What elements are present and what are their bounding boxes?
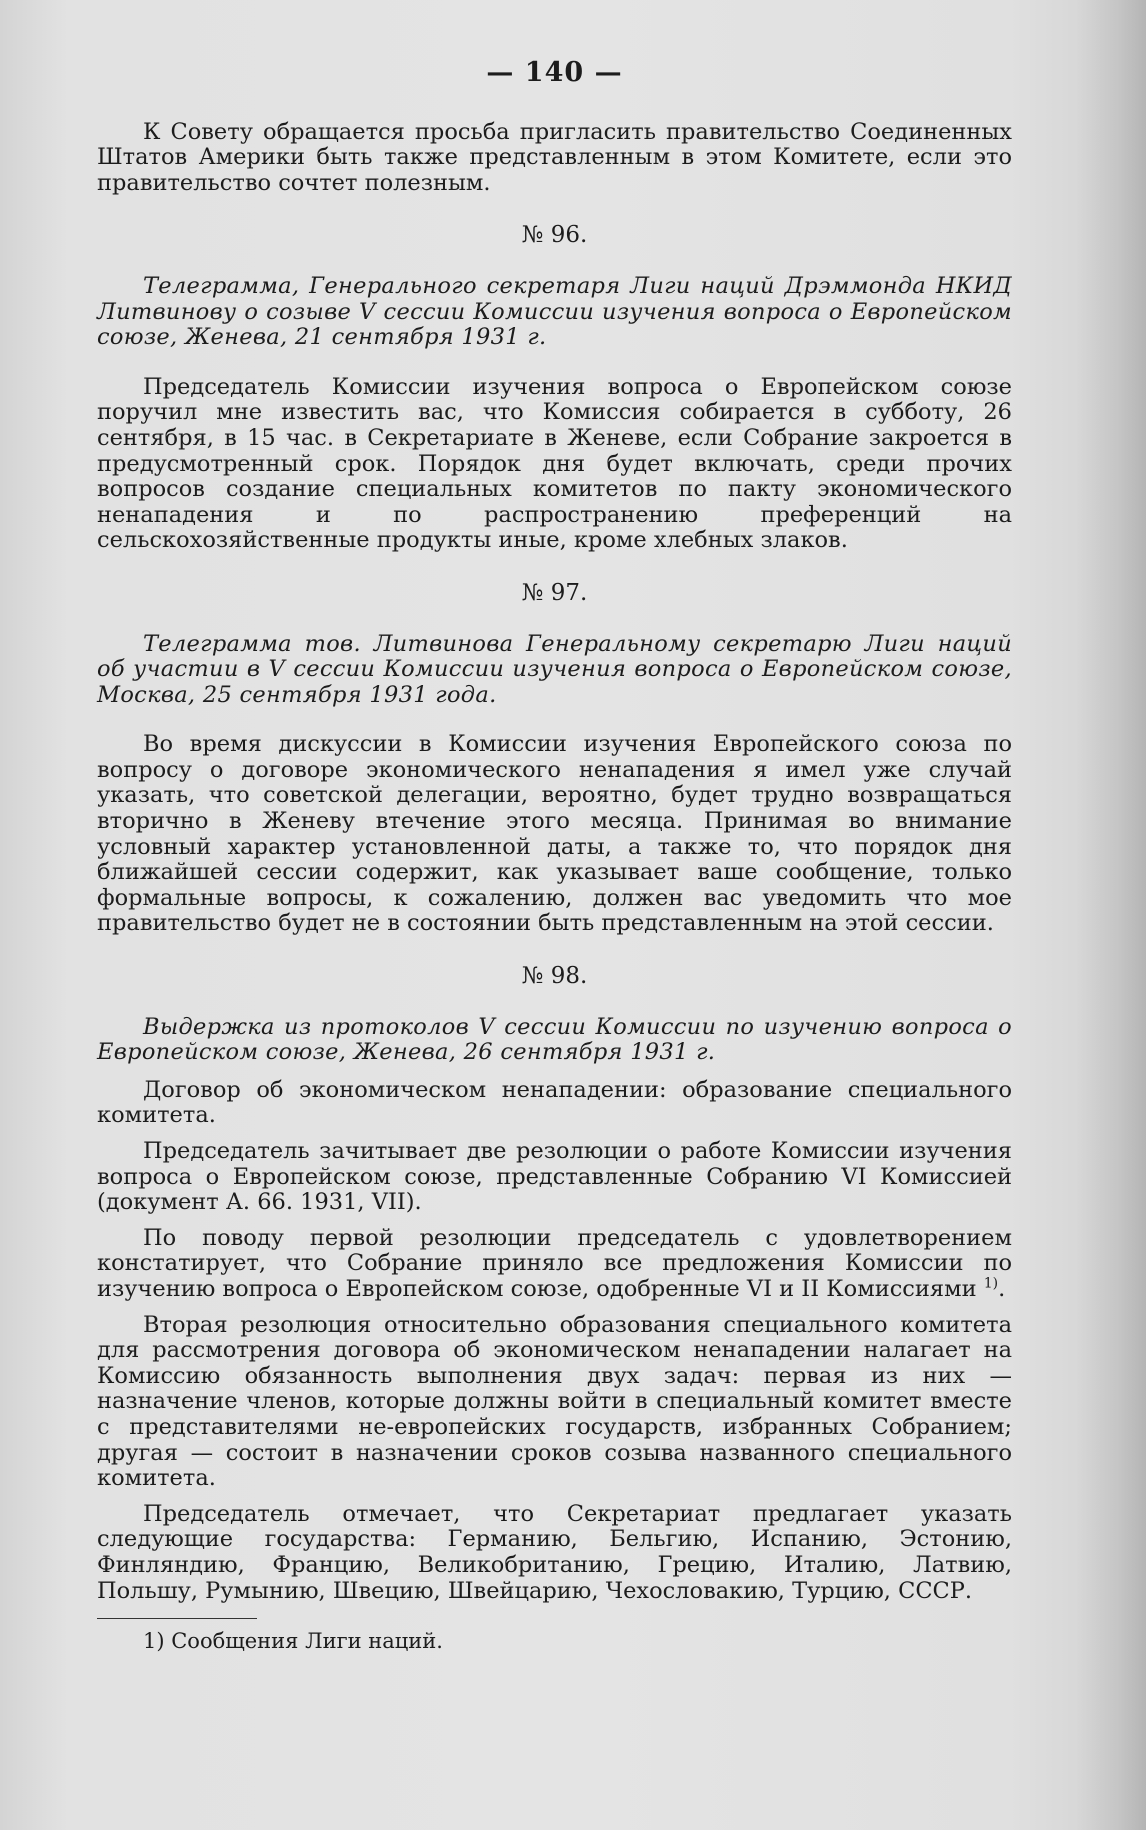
document-98-paragraph-1: Договор об экономическом ненападении: образование специального комитета. bbox=[97, 1076, 1012, 1129]
document-number-98: № 98. bbox=[521, 963, 588, 990]
document-96-paragraph: Председатель Комиссии изучения вопроса о Европейском союзе поручил мне известить вас, что Комиссия собирается в субботу, 26 сентября, в 15 час. в Секретариате в Женеве, если Собрание закроется в предусмотренный срок. Порядок дня будет включать, среди прочих вопросов создание специальных комитетов по пакту экономического ненападения и по распространению преференций на сельскохозяйственные продукты иные, кроме хлебных злаков. bbox=[97, 373, 1012, 554]
document-98-paragraph-3: По поводу первой резолюции председатель с удовлетворением констатирует, что Собрание приняло все предложения Комиссии по изучению вопроса о Европейском союзе, одобренные VI и II Комиссиями $^{1)}$. bbox=[97, 1224, 1012, 1302]
document-number-97: № 97. bbox=[521, 579, 588, 606]
page-number: — 140 — bbox=[486, 57, 623, 88]
document-98-paragraph-4: Вторая резолюция относительно образования специального комитета для рассмотрения договора об экономическом ненападении налагает на Комиссию обязанность выполнения двух задач: первая из них — назначение членов, которые должны войти в специальный комитет вместе с представителями не-европейских государств, избранных Собранием; другая — состоит в назначении сроков созыва названного специального комитета. bbox=[97, 1311, 1012, 1492]
document-98-paragraph-3-text: По поводу первой резолюции председатель с удовлетворением констатирует, что Собрание приняло все предложения Комиссии по изучению вопроса о Европейском союзе, одобренные VI и II Комиссиями bbox=[97, 1224, 1012, 1302]
document-title-97: Телеграмма тов. Литвинова Генеральному секретарю Лиги наций об участии в V сессии Комиссии изучения вопроса о Европейском союзе, Москва, 25 сентября 1931 года. bbox=[97, 630, 1012, 708]
document-97-paragraph: Во время дискуссии в Комиссии изучения Европейского союза по вопросу о договоре экономического ненападения я имел уже случай указать, что советской делегации, вероятно, будет трудно возвращаться вторично в Женеву втечение этого месяца. Принимая во внимание условный характер установленной даты, а также то, что порядок дня ближайшей сессии содержит, как указывает ваше сообщение, только формальные вопросы, к сожалению, должен вас уведомить что мое правительство будет не в состоянии быть представленным на этой сессии. bbox=[97, 731, 1012, 937]
footnote-marker: 1) bbox=[983, 1275, 999, 1292]
document-number-96: № 96. bbox=[521, 222, 588, 249]
document-98-paragraph-5: Председатель отмечает, что Секретариат предлагает указать следующие государства: Германию, Бельгию, Испанию, Эстонию, Финляндию, Францию, Великобританию, Грецию, Италию, Латвию, Польшу, Румынию, Швецию, Швейцарию, Чехословакию, Турцию, СССР. bbox=[97, 1500, 1012, 1604]
document-98-paragraph-2: Председатель зачитывает две резолюции о работе Комиссии изучения вопроса о Европейском союзе, представленные Собранию VI Комиссией (документ А. 66. 1931, VII). bbox=[97, 1138, 1012, 1216]
document-title-98: Выдержка из протоколов V сессии Комиссии по изучению вопроса о Европейском союзе, Женева, 26 сентября 1931 г. bbox=[97, 1013, 1012, 1066]
document-title-96: Телеграмма, Генерального секретаря Лиги наций Дрэммонда НКИД Литвинову о созыве V сессии Комиссии изучения вопроса о Европейском союзе, Женева, 21 сентября 1931 г. bbox=[97, 272, 1012, 351]
text-column bbox=[97, 57, 1012, 1654]
footnote-text: 1) Сообщения Лиги наций. bbox=[143, 1629, 443, 1654]
footnote-divider bbox=[97, 1618, 257, 1619]
page-gutter-shadow bbox=[1076, 0, 1146, 1830]
intro-paragraph: К Совету обращается просьба пригласить правительство Соединенных Штатов Америки быть также представленным в этом Комитете, если это правительство сочтет полезным. bbox=[97, 118, 1012, 196]
